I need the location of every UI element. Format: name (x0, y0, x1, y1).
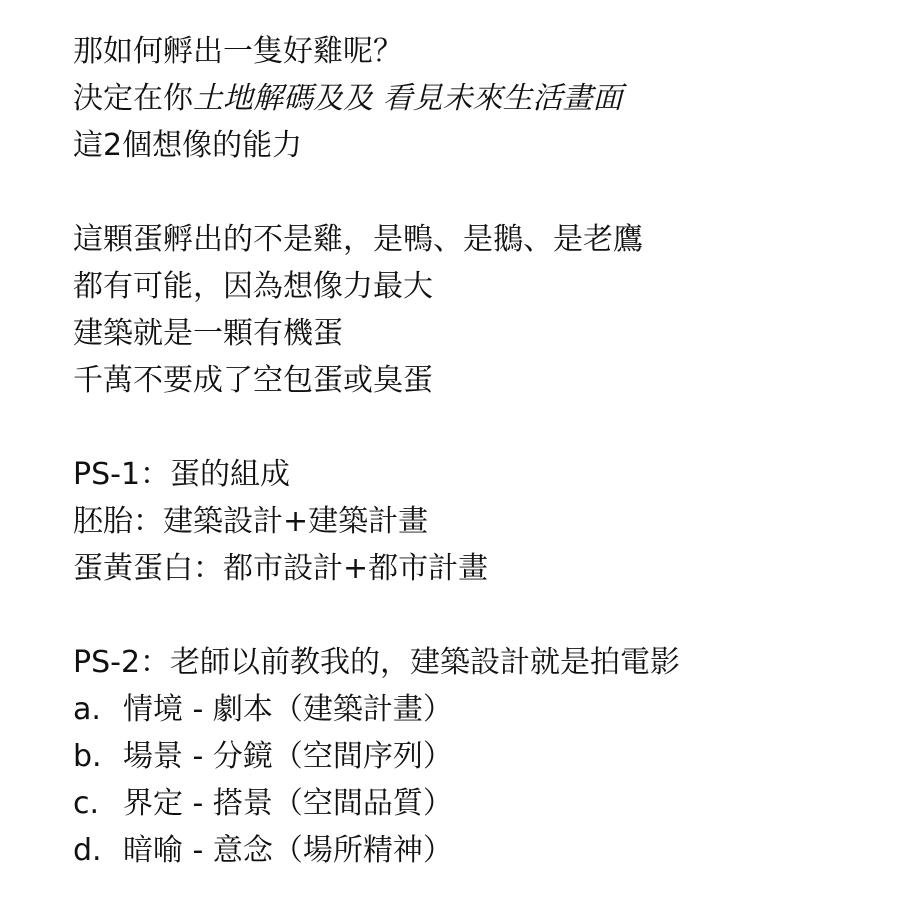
document-page (73, 28, 893, 874)
egg-line-4: 千萬不要成了空包蛋或臭蛋 (73, 363, 433, 398)
ps2-section (73, 639, 893, 874)
ps2-list-item-c (73, 780, 893, 827)
egg-line-3: 建築就是一顆有機蛋 (73, 316, 343, 351)
blank-line (73, 169, 893, 216)
ps1-yolk-line: 蛋黃蛋白：都市設計+都市計畫 (73, 551, 489, 586)
ps2-list-item-d (73, 827, 893, 874)
ps2-list-item-a (73, 686, 893, 733)
ps1-title: PS-1：蛋的組成 (73, 457, 291, 492)
ps2-title: PS-2：老師以前教我的，建築設計就是拍電影 (73, 645, 681, 680)
list-item-text: 情境 - 劇本（建築計畫） (123, 692, 453, 727)
ps1-section (73, 451, 893, 592)
list-item-text: 暗喻 - 意念（場所精神） (123, 833, 453, 868)
intro-line-2 (73, 75, 893, 122)
ps2-list-item-b (73, 733, 893, 780)
intro-line-2-emphasis: 土地解碼及及 看見未來生活畫面 (193, 81, 623, 116)
intro-line-3: 這2個想像的能力 (73, 128, 303, 163)
list-marker: a. (73, 692, 101, 727)
egg-line-2: 都有可能，因為想像力最大 (73, 269, 433, 304)
list-marker: b. (73, 739, 102, 774)
list-item-text: 場景 - 分鏡（空間序列） (123, 739, 453, 774)
blank-line (73, 404, 893, 451)
blank-line (73, 592, 893, 639)
intro-line-2-plain: 決定在你 (73, 81, 193, 116)
egg-section (73, 216, 893, 404)
intro-line-1: 那如何孵出一隻好雞呢？ (73, 34, 403, 69)
intro-section (73, 28, 893, 169)
egg-line-1: 這顆蛋孵出的不是雞，是鴨、是鵝、是老鷹 (73, 222, 643, 257)
list-marker: c. (73, 786, 100, 821)
list-item-text: 界定 - 搭景（空間品質） (123, 786, 453, 821)
ps1-embryo-line: 胚胎：建築設計+建築計畫 (73, 504, 429, 539)
list-marker: d. (73, 833, 102, 868)
